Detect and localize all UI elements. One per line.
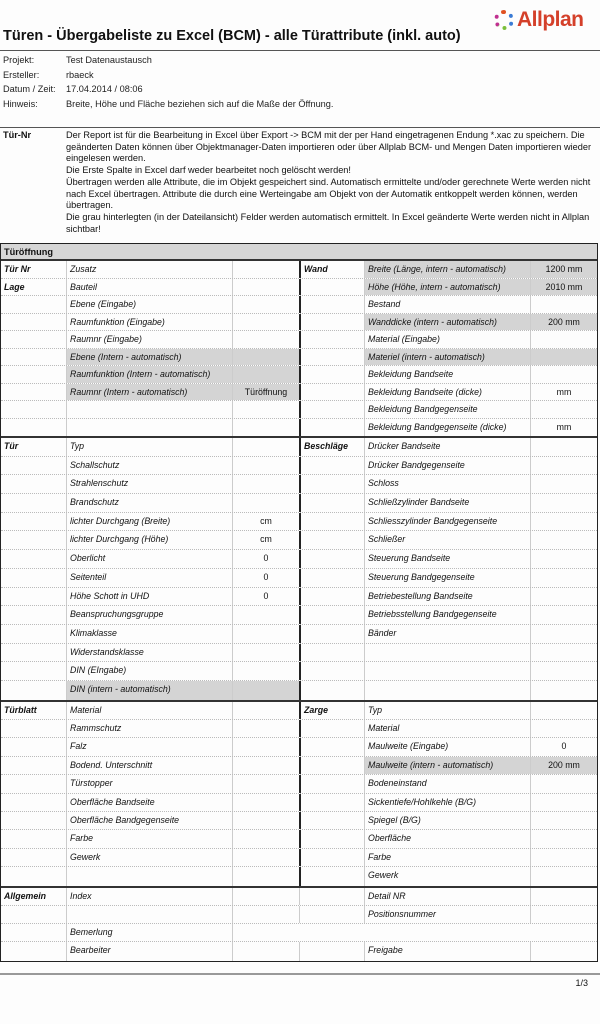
section-label: [299, 867, 365, 885]
table-row: [1, 662, 597, 681]
attribute-value: [531, 550, 597, 568]
note-text: [66, 130, 596, 235]
allplan-logo: [494, 8, 584, 32]
attribute-value: [531, 849, 597, 866]
report-meta: [3, 55, 333, 113]
attribute-label: Material: [365, 720, 531, 737]
attribute-value: 1200 mm: [531, 261, 597, 278]
attribute-label: Raumnr (Intern - automatisch): [67, 384, 233, 401]
attribute-value: [531, 662, 597, 680]
attribute-label: Ebene (Intern - automatisch): [67, 349, 233, 366]
table-row: [1, 794, 597, 812]
section-label: [299, 384, 365, 401]
section-label: [299, 550, 365, 568]
attribute-label: Schallschutz: [67, 457, 233, 475]
attribute-label: [365, 644, 531, 662]
attribute-value: [531, 331, 597, 348]
attribute-label: Oberfläche Bandseite: [67, 794, 233, 811]
attribute-value: [233, 331, 299, 348]
attribute-value: [233, 279, 299, 296]
section-label: [299, 588, 365, 606]
attribute-value: [233, 494, 299, 512]
meta-note: [3, 99, 333, 114]
attribute-label: Drücker Bandgegenseite: [365, 457, 531, 475]
table-row: [1, 849, 597, 867]
attribute-value: [233, 906, 299, 923]
report-title: Türen - Übergabeliste zu Excel (BCM) - alle Türattribute (inkl. auto): [3, 28, 461, 44]
attribute-label: Material: [67, 702, 233, 719]
remark-value: [233, 924, 597, 941]
attribute-label: Bearbeiter: [67, 942, 233, 960]
attribute-value: 0: [561, 741, 567, 752]
table-row: [1, 494, 597, 513]
attribute-value: [531, 942, 597, 960]
table-row: [1, 681, 597, 700]
attribute-label: Positionsnummer: [365, 906, 531, 923]
footer-divider: [0, 973, 600, 975]
section-label: [1, 757, 67, 774]
attribute-value: [531, 475, 597, 493]
attribute-value: [531, 569, 597, 587]
attribute-value: [233, 366, 299, 383]
meta-value: Test Datenaustausch: [66, 55, 152, 65]
section-label: [299, 775, 365, 792]
attribute-value: [531, 681, 597, 700]
attribute-value: mm: [556, 421, 572, 432]
meta-project: [3, 55, 333, 70]
attribute-label: [67, 419, 233, 437]
attribute-value: [531, 812, 597, 829]
meta-label: Datum / Zeit:: [3, 84, 56, 94]
table-row: [1, 513, 597, 532]
table-row: [1, 331, 597, 349]
attribute-label: Drücker Bandseite: [365, 438, 531, 456]
attribute-value: [233, 662, 299, 680]
attribute-label: Materiel (intern - automatisch): [365, 349, 531, 366]
section-label: [1, 924, 67, 941]
attribute-label: Bekleidung Bandgegenseite (dicke): [365, 419, 531, 437]
section-label: [299, 606, 365, 624]
table-row: [1, 644, 597, 663]
section-label: [1, 401, 67, 418]
table-row: [1, 906, 597, 924]
attribute-value: [531, 720, 597, 737]
attribute-label: Oberfläche Bandgegenseite: [67, 812, 233, 829]
attribute-value: [531, 775, 597, 792]
table-row: [1, 261, 597, 279]
table-row: [1, 775, 597, 793]
attribute-value: [233, 314, 299, 331]
attribute-label: Höhe Schott in UHD: [67, 588, 233, 606]
attribute-value: [233, 738, 299, 755]
attribute-value: [233, 644, 299, 662]
attribute-value: [531, 794, 597, 811]
attribute-value: 200 mm: [531, 757, 597, 774]
attribute-label: Widerstandsklasse: [67, 644, 233, 662]
attribute-label: Breite (Länge, intern - automatisch): [365, 261, 531, 278]
attribute-label: Höhe (Höhe, intern - automatisch): [365, 279, 531, 296]
section-label: Allgemein: [1, 888, 67, 905]
table-section: [1, 261, 597, 438]
attribute-label: DIN (EIngabe): [67, 662, 233, 680]
table-row: [1, 588, 597, 607]
attribute-label: Material (Eingabe): [365, 331, 531, 348]
note-line: Der Report ist für die Bearbeitung in Excel über Export -> BCM mit der per Hand eingetragenen Endung *.xac zu speichern. Die geänderten Daten können über Objektmanager-Daten importieren oder über Allplab BCM- und Mengen Daten importieren wieder eingelesen werden.: [66, 130, 592, 164]
attribute-value: Türöffnung: [233, 384, 299, 401]
table-row: [1, 419, 597, 437]
attribute-label: Rammschutz: [67, 720, 233, 737]
section-label: [299, 906, 365, 923]
attribute-label: [67, 401, 233, 418]
section-label: [1, 644, 67, 662]
attribute-label: Zusatz: [67, 261, 233, 278]
section-label: [1, 867, 67, 885]
attribute-value: cm: [260, 515, 272, 526]
logo-icon: [494, 10, 514, 30]
table-header: Türöffnung: [1, 244, 597, 261]
page-number: 1/3: [575, 978, 588, 988]
table-section: [1, 702, 597, 888]
attribute-label: Seitenteil: [67, 569, 233, 587]
section-label: [299, 794, 365, 811]
attribute-label: Farbe: [365, 849, 531, 866]
table-row: [1, 757, 597, 775]
attribute-value: [531, 830, 597, 847]
attribute-value: [233, 775, 299, 792]
attribute-label: Maulweite (intern - automatisch): [365, 757, 531, 774]
section-label: Wand: [299, 261, 365, 278]
section-label: [1, 513, 67, 531]
table-row: [1, 924, 597, 942]
attribute-value: [531, 606, 597, 624]
attribute-label: Türstopper: [67, 775, 233, 792]
attribute-value: [531, 906, 597, 923]
section-label: [1, 296, 67, 313]
divider: [0, 50, 600, 51]
attribute-value: 0: [263, 590, 269, 601]
section-label: [299, 279, 365, 296]
attribute-label: Bekleidung Bandseite (dicke): [365, 384, 531, 401]
attribute-label: Schloss: [365, 475, 531, 493]
attribute-value: [531, 457, 597, 475]
attribute-label: Bestand: [365, 296, 531, 313]
attribute-value: 2010 mm: [531, 279, 597, 296]
section-label: [299, 812, 365, 829]
section-label: [1, 494, 67, 512]
attribute-label: Klimaklasse: [67, 625, 233, 643]
attribute-label: Bänder: [365, 625, 531, 643]
attribute-value: 200 mm: [531, 314, 597, 331]
attribute-value: [531, 888, 597, 905]
table-section: [1, 888, 597, 961]
section-label: [299, 513, 365, 531]
table-row: [1, 531, 597, 550]
attribute-label: Farbe: [67, 830, 233, 847]
attribute-label: Brandschutz: [67, 494, 233, 512]
section-label: [299, 644, 365, 662]
attribute-value: [531, 438, 597, 456]
section-label: [299, 475, 365, 493]
attribute-value: [531, 531, 597, 549]
usage-note: [3, 130, 598, 235]
section-label: [299, 738, 365, 755]
table-row: [1, 888, 597, 906]
section-label: [299, 349, 365, 366]
attribute-table: [0, 243, 598, 962]
section-label: [1, 366, 67, 383]
meta-value: rbaeck: [66, 69, 94, 80]
attribute-value: [233, 702, 299, 719]
table-row: [1, 702, 597, 720]
attribute-value: 0: [263, 571, 269, 582]
attribute-label: [67, 906, 233, 923]
attribute-value: [531, 366, 597, 383]
attribute-label: [365, 662, 531, 680]
section-label: Zarge: [299, 702, 365, 719]
section-label: Tür: [1, 438, 67, 456]
attribute-value: [531, 644, 597, 662]
section-label: [1, 830, 67, 847]
section-label: [299, 331, 365, 348]
attribute-value: [233, 849, 299, 866]
section-label: [1, 457, 67, 475]
table-row: [1, 384, 597, 402]
table-row: [1, 279, 597, 297]
attribute-label: DIN (intern - automatisch): [67, 681, 233, 700]
section-label: [1, 738, 67, 755]
attribute-label: Bekleidung Bandgegenseite: [365, 401, 531, 418]
attribute-label: Typ: [365, 702, 531, 719]
section-label: [299, 419, 365, 437]
attribute-value: [233, 438, 299, 456]
note-line: Die grau hinterlegten (in der Dateilansicht) Felder werden automatisch ermittelt. In Excel geänderte Werte werden nicht in Allplan sichtbar!: [66, 211, 590, 234]
attribute-label: [365, 681, 531, 700]
meta-label: Ersteller:: [3, 69, 40, 80]
section-label: [299, 720, 365, 737]
section-label: [1, 314, 67, 331]
attribute-value: mm: [556, 386, 572, 397]
attribute-value: [531, 296, 597, 313]
section-label: [299, 888, 365, 905]
attribute-label: Bauteil: [67, 279, 233, 296]
section-label: [299, 569, 365, 587]
attribute-value: [233, 625, 299, 643]
attribute-label: Bodend. Unterschnitt: [67, 757, 233, 774]
section-label: [1, 720, 67, 737]
meta-value: Breite, Höhe und Fläche beziehen sich auf die Maße der Öffnung.: [66, 98, 334, 109]
attribute-label: Steuerung Bandseite: [365, 550, 531, 568]
section-label: [299, 681, 365, 700]
attribute-label: Schliesszylinder Bandgegenseite: [365, 513, 531, 531]
attribute-label: Schließer: [365, 531, 531, 549]
attribute-value: [531, 702, 597, 719]
logo-text: Allplan: [517, 8, 584, 31]
attribute-value: [233, 942, 299, 960]
attribute-value: [233, 261, 299, 278]
attribute-value: [531, 588, 597, 606]
meta-label: Projekt:: [3, 55, 35, 65]
attribute-label: Gewerk: [365, 867, 531, 885]
table-row: [1, 625, 597, 644]
section-label: [1, 942, 67, 960]
section-label: Türblatt: [1, 702, 67, 719]
attribute-value: [233, 794, 299, 811]
section-label: [299, 531, 365, 549]
section-label: [299, 494, 365, 512]
section-label: [299, 830, 365, 847]
table-row: [1, 475, 597, 494]
section-label: [1, 550, 67, 568]
divider: [0, 127, 600, 128]
attribute-label: Raumfunktion (Eingabe): [67, 314, 233, 331]
attribute-value: [531, 867, 597, 885]
attribute-label: Maulweite (Eingabe): [365, 738, 531, 755]
attribute-value: [233, 475, 299, 493]
section-label: [1, 384, 67, 401]
section-label: [1, 812, 67, 829]
attribute-value: [233, 419, 299, 437]
table-row: [1, 349, 597, 367]
table-row: [1, 457, 597, 476]
section-label: [1, 606, 67, 624]
attribute-label: Raumnr (Eingabe): [67, 331, 233, 348]
attribute-value: cm: [260, 534, 272, 545]
note-label: Tür-Nr: [3, 130, 32, 140]
section-label: [1, 349, 67, 366]
meta-value: 17.04.2014 / 08:06: [66, 84, 143, 94]
table-row: [1, 296, 597, 314]
table-row: [1, 942, 597, 960]
attribute-label: Raumfunktion (Intern - automatisch): [67, 366, 233, 383]
table-row: [1, 438, 597, 457]
table-row: [1, 812, 597, 830]
section-label: [1, 475, 67, 493]
section-label: [299, 662, 365, 680]
attribute-label: [67, 867, 233, 885]
attribute-value: [233, 457, 299, 475]
attribute-value: [233, 888, 299, 905]
attribute-label: Strahlenschutz: [67, 475, 233, 493]
attribute-label: Oberlicht: [67, 550, 233, 568]
section-label: [299, 314, 365, 331]
attribute-value: [233, 681, 299, 700]
meta-date: [3, 84, 333, 99]
attribute-value: [531, 349, 597, 366]
attribute-label: Index: [67, 888, 233, 905]
meta-author: [3, 70, 333, 85]
table-row: [1, 314, 597, 332]
attribute-label: Betriebsstellung Bandgegenseite: [365, 606, 531, 624]
section-label: [1, 681, 67, 700]
attribute-label: Gewerk: [67, 849, 233, 866]
section-label: [299, 757, 365, 774]
attribute-value: [531, 494, 597, 512]
section-label: [299, 457, 365, 475]
table-row: [1, 606, 597, 625]
attribute-label: Steuerung Bandgegenseite: [365, 569, 531, 587]
section-label: [299, 401, 365, 418]
attribute-value: [233, 812, 299, 829]
section-label: [1, 588, 67, 606]
attribute-value: [531, 401, 597, 418]
table-row: [1, 738, 597, 756]
attribute-label: Typ: [67, 438, 233, 456]
section-label: [1, 531, 67, 549]
section-label: [1, 569, 67, 587]
attribute-label: lichter Durchgang (Höhe): [67, 531, 233, 549]
section-label: [1, 625, 67, 643]
section-label: [299, 296, 365, 313]
attribute-label: lichter Durchgang (Breite): [67, 513, 233, 531]
attribute-label: Freigabe: [365, 942, 531, 960]
attribute-label: Oberfläche: [365, 830, 531, 847]
attribute-value: 0: [263, 553, 269, 564]
attribute-value: [531, 513, 597, 531]
table-row: [1, 550, 597, 569]
table-row: [1, 401, 597, 419]
table-row: [1, 720, 597, 738]
attribute-value: [233, 349, 299, 366]
attribute-value: [233, 296, 299, 313]
section-label: [1, 331, 67, 348]
section-label: [299, 849, 365, 866]
note-line: Übertragen werden alle Attribute, die im Objekt gespeichert sind. Automatisch ermittelte und/oder gerechnete Werte werden nicht nach Excel übertragen. Attribute die durch eine Werteingabe am Objekt von der Automatik entkoppelt werden können, werden übertragen.: [66, 176, 591, 211]
note-line: Die Erste Spalte in Excel darf weder bearbeitet noch gelöscht werden!: [66, 165, 351, 176]
section-label: Tür Nr: [1, 261, 67, 278]
attribute-value: [233, 757, 299, 774]
section-label: Lage: [1, 279, 67, 296]
meta-label: Hinweis:: [3, 98, 38, 109]
section-label: [1, 849, 67, 866]
attribute-value: [233, 867, 299, 885]
attribute-value: [233, 401, 299, 418]
attribute-label: Betriebestellung Bandseite: [365, 588, 531, 606]
section-label: [299, 625, 365, 643]
section-label: [1, 794, 67, 811]
table-row: [1, 366, 597, 384]
table-row: [1, 569, 597, 588]
attribute-value: [233, 830, 299, 847]
attribute-label: Sickentiefe/Hohlkehle (B/G): [365, 794, 531, 811]
attribute-value: [233, 606, 299, 624]
section-label: Beschläge: [299, 438, 365, 456]
table-row: [1, 830, 597, 848]
section-label: [1, 662, 67, 680]
attribute-label: Ebene (Eingabe): [67, 296, 233, 313]
table-row: [1, 867, 597, 885]
table-section: [1, 438, 597, 702]
attribute-label: Beanspruchungsgruppe: [67, 606, 233, 624]
section-label: [299, 942, 365, 960]
attribute-value: [531, 625, 597, 643]
attribute-label: Falz: [67, 738, 233, 755]
section-label: [1, 775, 67, 792]
attribute-label: Wanddicke (intern - automatisch): [365, 314, 531, 331]
attribute-label: Bekleidung Bandseite: [365, 366, 531, 383]
attribute-label: Bodeneinstand: [365, 775, 531, 792]
attribute-label: Detail NR: [365, 888, 531, 905]
attribute-label: Spiegel (B/G): [365, 812, 531, 829]
attribute-label: Schließzylinder Bandseite: [365, 494, 531, 512]
section-label: [1, 906, 67, 923]
section-label: [1, 419, 67, 437]
section-label: [299, 366, 365, 383]
attribute-label: Bemerlung: [67, 924, 233, 941]
attribute-value: [233, 720, 299, 737]
